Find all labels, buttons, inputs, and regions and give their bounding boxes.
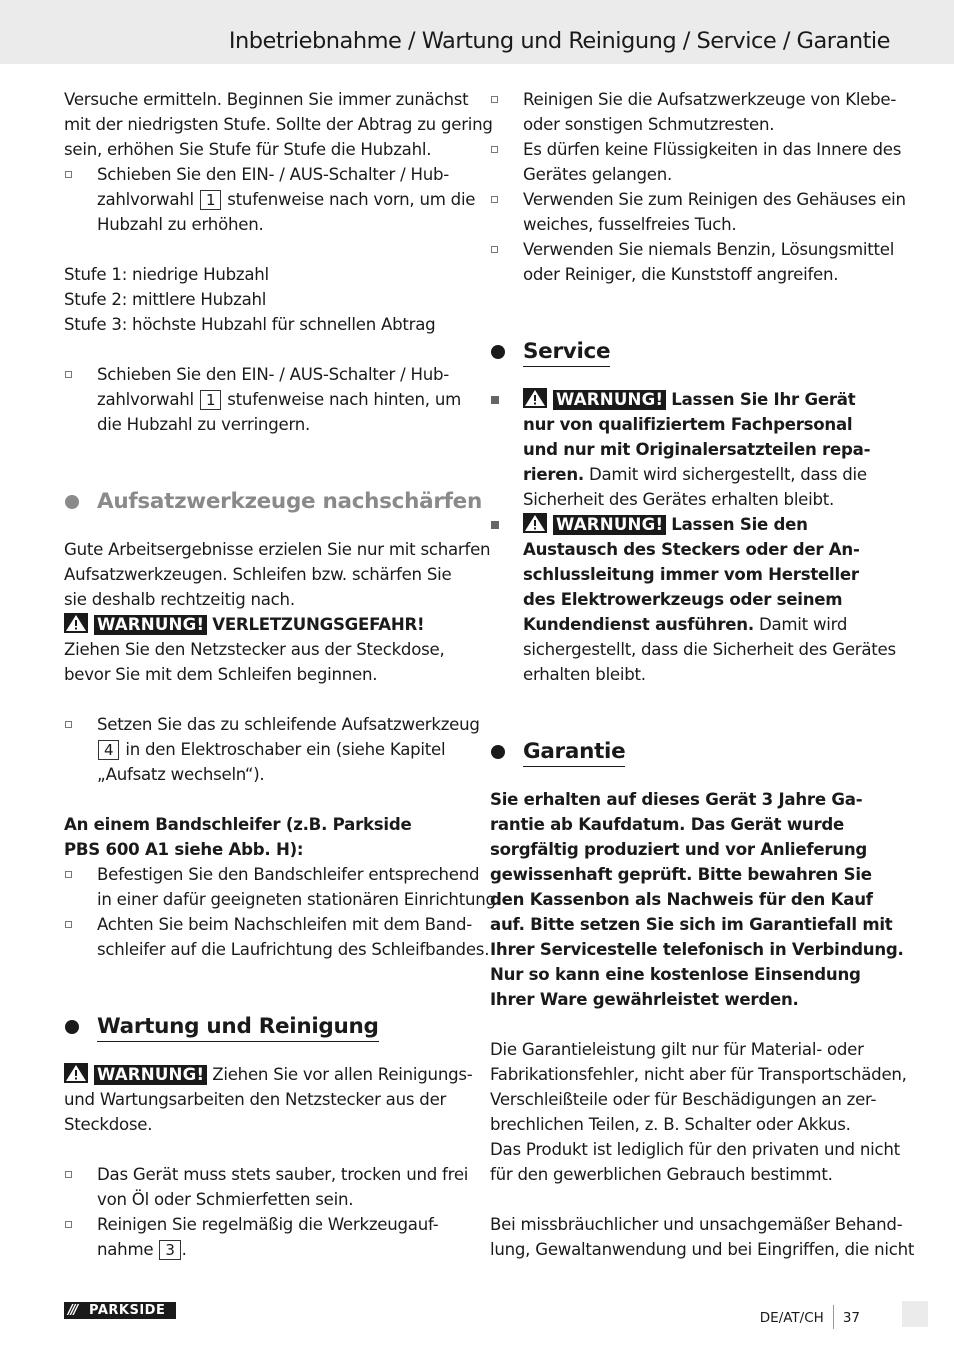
list-item: Achten Sie beim Nachschleifen mit dem Band- schleifer auf die Laufrichtung des Schleifbandes. — [64, 912, 464, 962]
list-item: Setzen Sie das zu schleifende Aufsatzwerkzeug 4 in den Elektroschaber ein (siehe Kapitel „Aufsatz wechseln“). — [64, 712, 464, 787]
intro-line: mit der niedrigsten Stufe. Sollte der Abtrag zu gering — [64, 115, 493, 134]
page-footer — [760, 1305, 860, 1329]
level-line: Stufe 1: niedrige Hubzahl — [64, 265, 269, 284]
square-bullet-icon — [491, 521, 499, 529]
warning-line: WARNUNG! VERLETZUNGSGEFAHR! — [64, 612, 464, 637]
warning-triangle-icon — [64, 613, 88, 633]
checkbox-bullet-icon — [65, 1171, 72, 1178]
warning-triangle-icon — [64, 1063, 88, 1083]
bullet-dot-icon — [65, 495, 79, 509]
list-item: Verwenden Sie zum Reinigen des Gehäuses ein weiches, fusselfreies Tuch. — [490, 187, 892, 237]
list-item: Schieben Sie den EIN- / AUS-Schalter / Hub- zahlvorwahl 1 stufenweise nach vorn, um die Hubzahl zu erhöhen. — [64, 162, 464, 237]
warning-triangle-icon — [523, 513, 547, 533]
page-number: 37 — [842, 1310, 860, 1326]
checkbox-bullet-icon — [65, 171, 72, 178]
bullet-dot-icon — [491, 745, 505, 759]
checkbox-bullet-icon — [491, 96, 498, 103]
level-line: Stufe 3: höchste Hubzahl für schnellen Abtrag — [64, 315, 436, 334]
warning-line: WARNUNG! Ziehen Sie vor allen Reinigungs- — [64, 1062, 464, 1087]
intro-line: sein, erhöhen Sie Stufe für Stufe die Hubzahl. — [64, 140, 432, 159]
warning-triangle-icon — [523, 388, 547, 408]
part-reference: 3 — [159, 1240, 180, 1260]
right-column: Reinigen Sie die Aufsatzwerkzeuge von Klebe- oder sonstigen Schmutzresten. Es dürfen keine Flüssigkeiten in das Innere des Gerätes gelangen. Verwenden Sie zum Reinigen des Gehäuses ein weiches, fusselfreies Tuch. Verwenden Sie niemals Benzin, Lösungsmittel oder Reiniger, die Kunststoff angreifen. Service WARNUNG! Lassen Sie Ihr Gerät nur von qualifiziertem Fachpersonal und nur mit Originalersatzteilen repa- rieren. Damit wird sichergestellt, dass die Sicherheit des Gerätes erhalten bleibt. WARNUNG! Lassen Sie den Austausch des Steckers oder der An- schlussleitung immer vom Hersteller des Elektrowerkzeugs oder seinem Kundendienst ausführen. Damit wird sichergestellt, dass die Sicherheit des Gerätes erhalten bleibt. Garantie Sie erhalten auf dieses Gerät 3 Jahre Ga- rantie ab Kaufdatum. Das Gerät wurde sorgfältig produziert und vor Anlieferung gewissenhaft geprüft. Bitte bewahren Sie den Kassenbon als Nachweis für den Kauf auf. Bitte setzen Sie sich im Garantiefall mit Ihrer Servicestelle telefonisch in Verbindung. Nur so kann eine kostenlose Einsendung Ihrer Ware gewährleistet werden. Die Garantieleistung gilt nur für Material- oder Fabrikationsfehler, nicht aber für Transportschäden, Verschleißteile oder für Beschädigungen an zer- brechlichen Teilen, z. B. Schalter oder Akkus. Das Produkt ist lediglich für den privaten und nicht für den gewerblichen Gebrauch bestimmt. Bei missbräuchlicher und unsachgemäßer Behand- lung, Gewaltanwendung und bei Eingriffen, die nicht — [490, 87, 892, 1262]
sub-heading: An einem Bandschleifer (z.B. Parkside — [64, 815, 412, 834]
checkbox-bullet-icon — [65, 721, 72, 728]
list-item: Das Gerät muss stets sauber, trocken und frei von Öl oder Schmierfetten sein. — [64, 1162, 464, 1212]
bullet-dot-icon — [65, 1020, 79, 1034]
checkbox-bullet-icon — [491, 146, 498, 153]
part-reference: 1 — [200, 190, 221, 210]
section-heading-sharpen: Aufsatzwerkzeuge nachschärfen — [64, 487, 464, 517]
list-item: WARNUNG! Lassen Sie Ihr Gerät nur von qualifiziertem Fachpersonal und nur mit Originalersatzteilen repa- rieren. Damit wird sichergestellt, dass die Sicherheit des Gerätes erhalten bleibt. — [490, 387, 892, 512]
checkbox-bullet-icon — [65, 1221, 72, 1228]
section-heading-guarantee: Garantie — [490, 737, 892, 767]
warning-label: WARNUNG! — [94, 1065, 207, 1085]
checkbox-bullet-icon — [65, 371, 72, 378]
logo-stripes-icon: /// — [68, 1303, 77, 1318]
warning-label: WARNUNG! — [553, 390, 666, 410]
checkbox-bullet-icon — [65, 921, 72, 928]
part-reference: 4 — [98, 740, 119, 760]
checkbox-bullet-icon — [491, 196, 498, 203]
part-reference: 1 — [200, 390, 221, 410]
level-line: Stufe 2: mittlere Hubzahl — [64, 290, 267, 309]
list-item: WARNUNG! Lassen Sie den Austausch des Steckers oder der An- schlussleitung immer vom Hersteller des Elektrowerkzeugs oder seinem Kundendienst ausführen. Damit wird sichergestellt, dass die Sicherheit des Gerätes erhalten bleibt. — [490, 512, 892, 687]
sub-heading: PBS 600 A1 siehe Abb. H): — [64, 840, 304, 859]
footer-divider — [833, 1305, 834, 1329]
list-item: Schieben Sie den EIN- / AUS-Schalter / Hub- zahlvorwahl 1 stufenweise nach hinten, um die Hubzahl zu verringern. — [64, 362, 464, 437]
left-column: Versuche ermitteln. Beginnen Sie immer zunächst mit der niedrigsten Stufe. Sollte der Abtrag zu gering sein, erhöhen Sie Stufe für Stufe die Hubzahl. Schieben Sie den EIN- / AUS-Schalter / Hub- zahlvorwahl 1 stufenweise nach vorn, um die Hubzahl zu erhöhen. Stufe 1: niedrige Hubzahl Stufe 2: mittlere Hubzahl Stufe 3: höchste Hubzahl für schnellen Abtrag Schieben Sie den EIN- / AUS-Schalter / Hub- zahlvorwahl 1 stufenweise nach hinten, um die Hubzahl zu verringern. Aufsatzwerkzeuge nachschärfen Gute Arbeitsergebnisse erzielen Sie nur mit scharfen Aufsatzwerkzeugen. Schleifen bzw. schärfen Sie sie deshalb rechtzeitig nach. WARNUNG! VERLETZUNGSGEFAHR! Ziehen Sie den Netzstecker aus der Steckdose, bevor Sie mit dem Schleifen beginnen. Setzen Sie das zu schleifende Aufsatzwerkzeug 4 in den Elektroschaber ein (siehe Kapitel „Aufsatz wechseln“). An einem Bandschleifer (z.B. Parkside PBS 600 A1 siehe Abb. H): Befestigen Sie den Bandschleifer entsprechend in einer dafür geeigneten stationären Einrichtung. Achten Sie beim Nachschleifen mit dem Band- schleifer auf die Laufrichtung des Schleifbandes. Wartung und Reinigung WARNUNG! Ziehen Sie vor allen Reinigungs- und Wartungsarbeiten den Netzstecker aus der Steckdose. Das Gerät muss stets sauber, trocken und frei von Öl oder Schmierfetten sein. Reinigen Sie regelmäßig die Werkzeugauf- nahme 3 . — [64, 87, 464, 1262]
parkside-logo: /// PARKSIDE — [64, 1302, 176, 1319]
warning-label: WARNUNG! — [553, 515, 666, 535]
list-item: Verwenden Sie niemals Benzin, Lösungsmittel oder Reiniger, die Kunststoff angreifen. — [490, 237, 892, 287]
list-item: Befestigen Sie den Bandschleifer entsprechend in einer dafür geeigneten stationären Einrichtung. — [64, 862, 464, 912]
warning-label: WARNUNG! — [94, 615, 207, 635]
square-bullet-icon — [491, 396, 499, 404]
section-heading-maintenance: Wartung und Reinigung — [64, 1012, 464, 1042]
page-tab-marker — [902, 1301, 928, 1327]
page-title: Inbetriebnahme / Wartung und Reinigung / Service / Garantie — [228, 28, 890, 54]
locale-label: DE/AT/CH — [759, 1310, 824, 1326]
bullet-dot-icon — [491, 345, 505, 359]
section-heading-service: Service — [490, 337, 892, 367]
checkbox-bullet-icon — [65, 871, 72, 878]
list-item: Reinigen Sie regelmäßig die Werkzeugauf- nahme 3 . — [64, 1212, 464, 1262]
checkbox-bullet-icon — [491, 246, 498, 253]
intro-line: Versuche ermitteln. Beginnen Sie immer zunächst — [64, 90, 469, 109]
list-item: Reinigen Sie die Aufsatzwerkzeuge von Klebe- oder sonstigen Schmutzresten. — [490, 87, 892, 137]
list-item: Es dürfen keine Flüssigkeiten in das Innere des Gerätes gelangen. — [490, 137, 892, 187]
